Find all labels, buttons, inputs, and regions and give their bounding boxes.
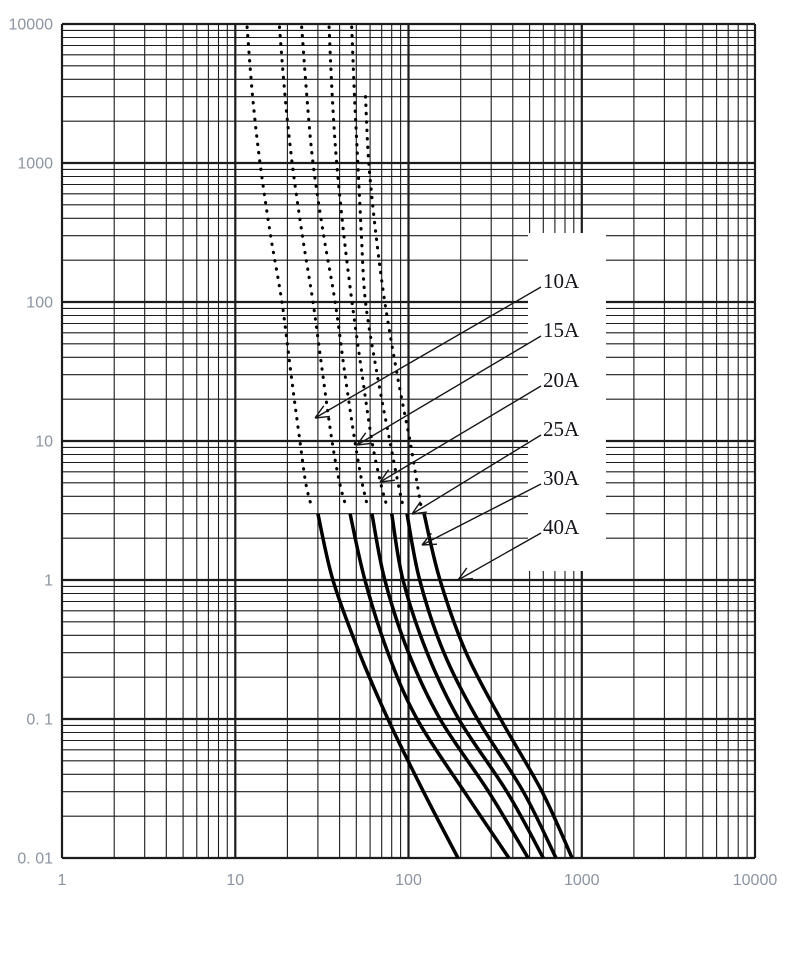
y-tick-label-10: 10	[35, 433, 53, 451]
series-label-10A: 10A	[543, 269, 580, 293]
y-tick-label-1000: 1000	[17, 155, 53, 173]
y-tick-label-1: 1	[44, 572, 53, 590]
series-label-20A: 20A	[543, 368, 580, 392]
curve-30A-dotted	[352, 27, 403, 506]
curve-25A-dotted	[329, 27, 387, 506]
callout-arrow-10A	[315, 287, 541, 418]
series-label-15A: 15A	[543, 318, 580, 342]
curve-20A-solid	[372, 514, 528, 858]
x-tick-label-100: 100	[395, 872, 422, 889]
curve-25A-solid	[392, 514, 544, 858]
series-label-30A: 30A	[543, 466, 580, 490]
x-tick-label-1000: 1000	[563, 872, 600, 889]
x-tick-label-10: 10	[226, 872, 245, 889]
series-label-40A: 40A	[543, 515, 580, 539]
callout-arrow-30A	[422, 484, 541, 545]
y-tick-label-100: 100	[26, 294, 53, 312]
x-tick-label-10000: 10000	[732, 872, 778, 889]
y-tick-label-0.1: 0. 1	[26, 711, 53, 729]
y-tick-label-10000: 10000	[8, 16, 53, 34]
x-tick-label-1: 1	[57, 872, 67, 889]
series-label-25A: 25A	[543, 417, 580, 441]
curve-10A-dotted	[247, 27, 311, 506]
callout-arrow-15A	[357, 336, 541, 445]
curve-20A-dotted	[302, 27, 368, 506]
curve-15A-dotted	[280, 27, 346, 506]
y-tick-label-0.01: 0. 01	[17, 850, 53, 868]
